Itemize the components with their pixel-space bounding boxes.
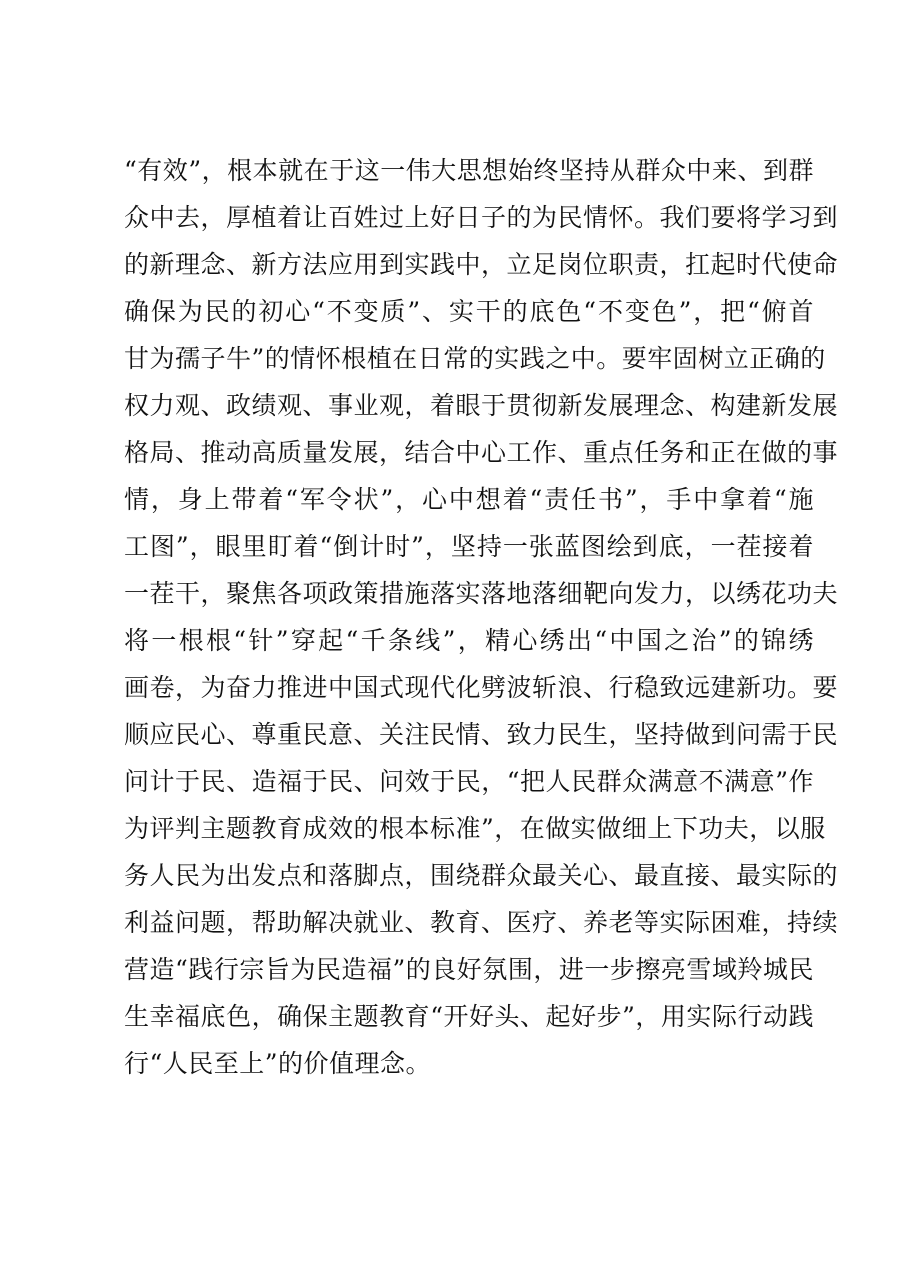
paragraph-line: “有效”，根本就在于这一伟大思想始终坚持从群众中来、到群 bbox=[124, 156, 814, 185]
paragraph-line: 将一根根“针”穿起“千条线”，精心绣出“中国之治”的锦绣 bbox=[124, 626, 814, 655]
paragraph-line: 情，身上带着“军令状”，心中想着“责任书”，手中拿着“施 bbox=[124, 485, 814, 514]
paragraph-line: 确保为民的初心“不变质”、实干的底色“不变色”，把“俯首 bbox=[124, 297, 814, 326]
paragraph-line: 行“人民至上”的价值理念。 bbox=[124, 1049, 432, 1078]
paragraph-line: 画卷，为奋力推进中国式现代化劈波斩浪、行稳致远建新功。要 bbox=[124, 673, 839, 702]
paragraph-line: 权力观、政绩观、事业观，着眼于贯彻新发展理念、构建新发展 bbox=[124, 391, 839, 420]
paragraph-line: 的新理念、新方法应用到实践中，立足岗位职责，扛起时代使命 bbox=[124, 250, 839, 279]
paragraph-line: 生幸福底色，确保主题教育“开好头、起好步”，用实际行动践 bbox=[124, 1002, 814, 1031]
paragraph-line: 问计于民、造福于民、问效于民，“把人民群众满意不满意”作 bbox=[124, 767, 814, 796]
body-paragraph bbox=[124, 147, 839, 1087]
paragraph-line: 甘为孺子牛”的情怀根植在日常的实践之中。要牢固树立正确的 bbox=[124, 344, 826, 373]
paragraph-line: 格局、推动高质量发展，结合中心工作、重点任务和正在做的事 bbox=[124, 438, 839, 467]
paragraph-line: 工图”，眼里盯着“倒计时”，坚持一张蓝图绘到底，一茬接着 bbox=[124, 532, 814, 561]
paragraph-line: 顺应民心、尊重民意、关注民情、致力民生，坚持做到问需于民 bbox=[124, 720, 839, 749]
paragraph-line: 营造“践行宗旨为民造福”的良好氛围，进一步擦亮雪域羚城民 bbox=[124, 955, 814, 984]
paragraph-line: 务人民为出发点和落脚点，围绕群众最关心、最直接、最实际的 bbox=[124, 861, 839, 890]
paragraph-line: 为评判主题教育成效的根本标准”，在做实做细上下功夫，以服 bbox=[124, 814, 826, 843]
paragraph-line: 一茬干，聚焦各项政策措施落实落地落细靶向发力，以绣花功夫 bbox=[124, 579, 839, 608]
paragraph-line: 众中去，厚植着让百姓过上好日子的为民情怀。我们要将学习到 bbox=[124, 203, 839, 232]
paragraph-line: 利益问题，帮助解决就业、教育、医疗、养老等实际困难，持续 bbox=[124, 908, 839, 937]
